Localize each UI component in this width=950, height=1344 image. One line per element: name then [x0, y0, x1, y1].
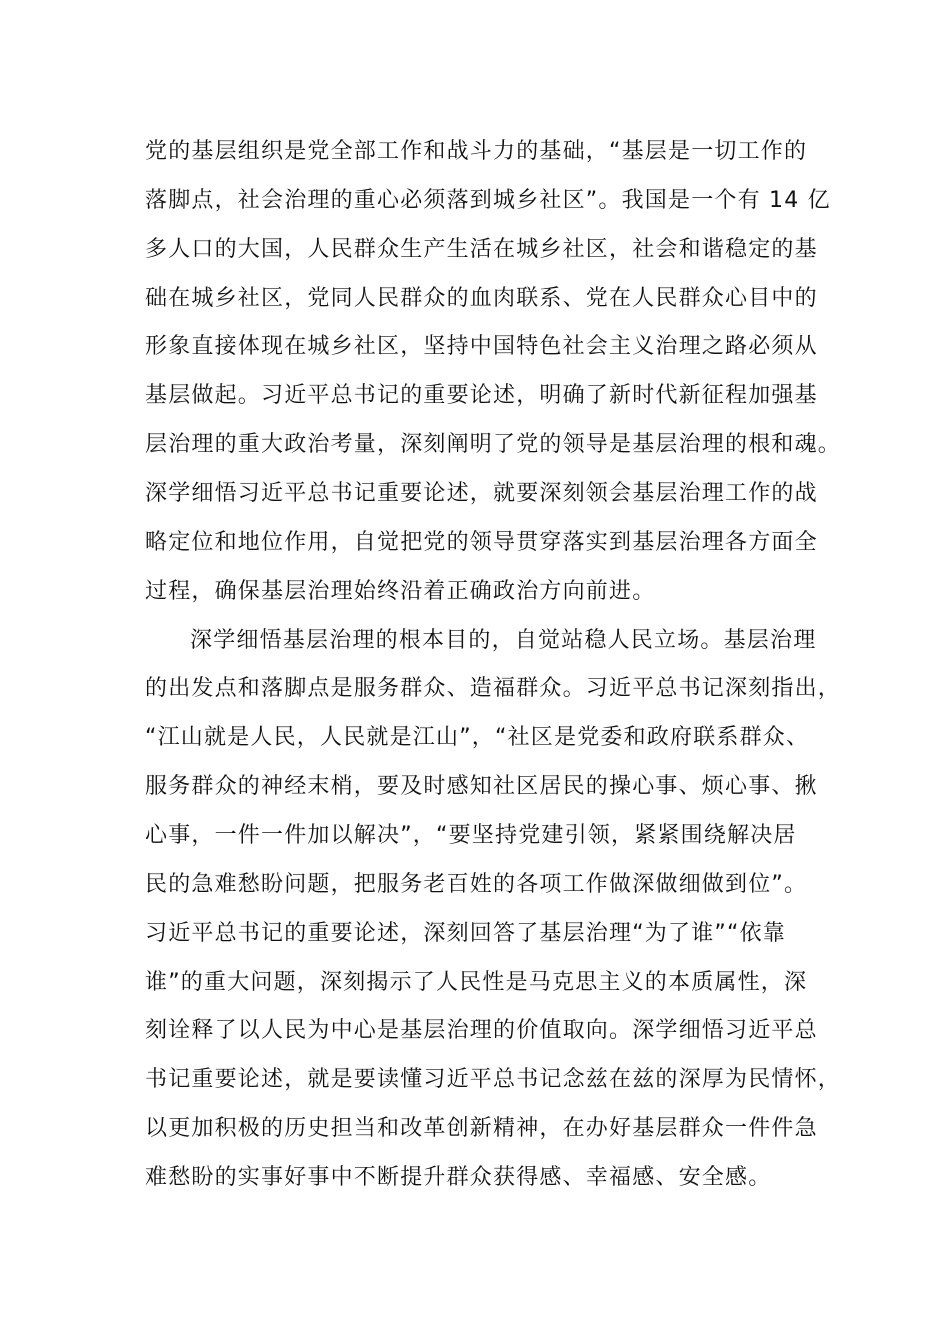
paragraph-2-line: “江山就是人民，人民就是江山”，“社区是党委和政府联系群众、 [145, 725, 810, 751]
paragraph-1-line: 过程，确保基层治理始终沿着正确政治方向前进。 [145, 578, 656, 604]
paragraph-2-line: 难愁盼的实事好事中不断提升群众获得感、幸福感、安全感。 [145, 1165, 772, 1191]
paragraph-2-line: 以更加积极的历史担当和改革创新精神，在办好基层群众一件件急 [145, 1116, 818, 1142]
paragraph-1-line: 深学细悟习近平总书记重要论述，就要深刻领会基层治理工作的战 [145, 481, 818, 507]
paragraph-2-line: 深学细悟基层治理的根本目的，自觉站稳人民立场。基层治理 [190, 627, 817, 653]
paragraph-1-line: 层治理的重大政治考量，深刻阐明了党的领导是基层治理的根和魂。 [145, 432, 842, 458]
paragraph-2-line: 书记重要论述，就是要读懂习近平总书记念兹在兹的深厚为民情怀， [145, 1067, 842, 1093]
paragraph-2-line: 服务群众的神经末梢，要及时感知社区居民的操心事、烦心事、揪 [145, 774, 818, 800]
paragraph-1-line: 略定位和地位作用，自觉把党的领导贯穿落实到基层治理各方面全 [145, 529, 818, 555]
paragraph-2-line: 的出发点和落脚点是服务群众、造福群众。习近平总书记深刻指出， [145, 676, 842, 702]
paragraph-2-line: 刻诠释了以人民为中心是基层治理的价值取向。深学细悟习近平总 [145, 1018, 818, 1044]
paragraph-1-line: 落脚点，社会治理的重心必须落到城乡社区”。我国是一个有 14 亿 [145, 187, 831, 213]
paragraph-2-line: 民的急难愁盼问题，把服务老百姓的各项工作做深做细做到位”。 [145, 871, 808, 897]
paragraph-1-line: 础在城乡社区，党同人民群众的血肉联系、党在人民群众心目中的 [145, 285, 818, 311]
paragraph-1-line: 基层做起。习近平总书记的重要论述，明确了新时代新征程加强基 [145, 383, 818, 409]
paragraph-1-line: 形象直接体现在城乡社区，坚持中国特色社会主义治理之路必须从 [145, 334, 818, 360]
paragraph-1-line: 党的基层组织是党全部工作和战斗力的基础，“基层是一切工作的 [145, 139, 808, 164]
paragraph-2-line: 习近平总书记的重要论述，深刻回答了基层治理“为了谁”“依靠 [145, 920, 786, 946]
paragraph-1-line: 多人口的大国，人民群众生产生活在城乡社区，社会和谐稳定的基 [145, 236, 818, 262]
paragraph-2-line: 谁”的重大问题，深刻揭示了人民性是马克思主义的本质属性，深 [145, 969, 808, 995]
paragraph-2-line: 心事，一件一件加以解决”，“要坚持党建引领，紧紧围绕解决居 [145, 823, 797, 849]
